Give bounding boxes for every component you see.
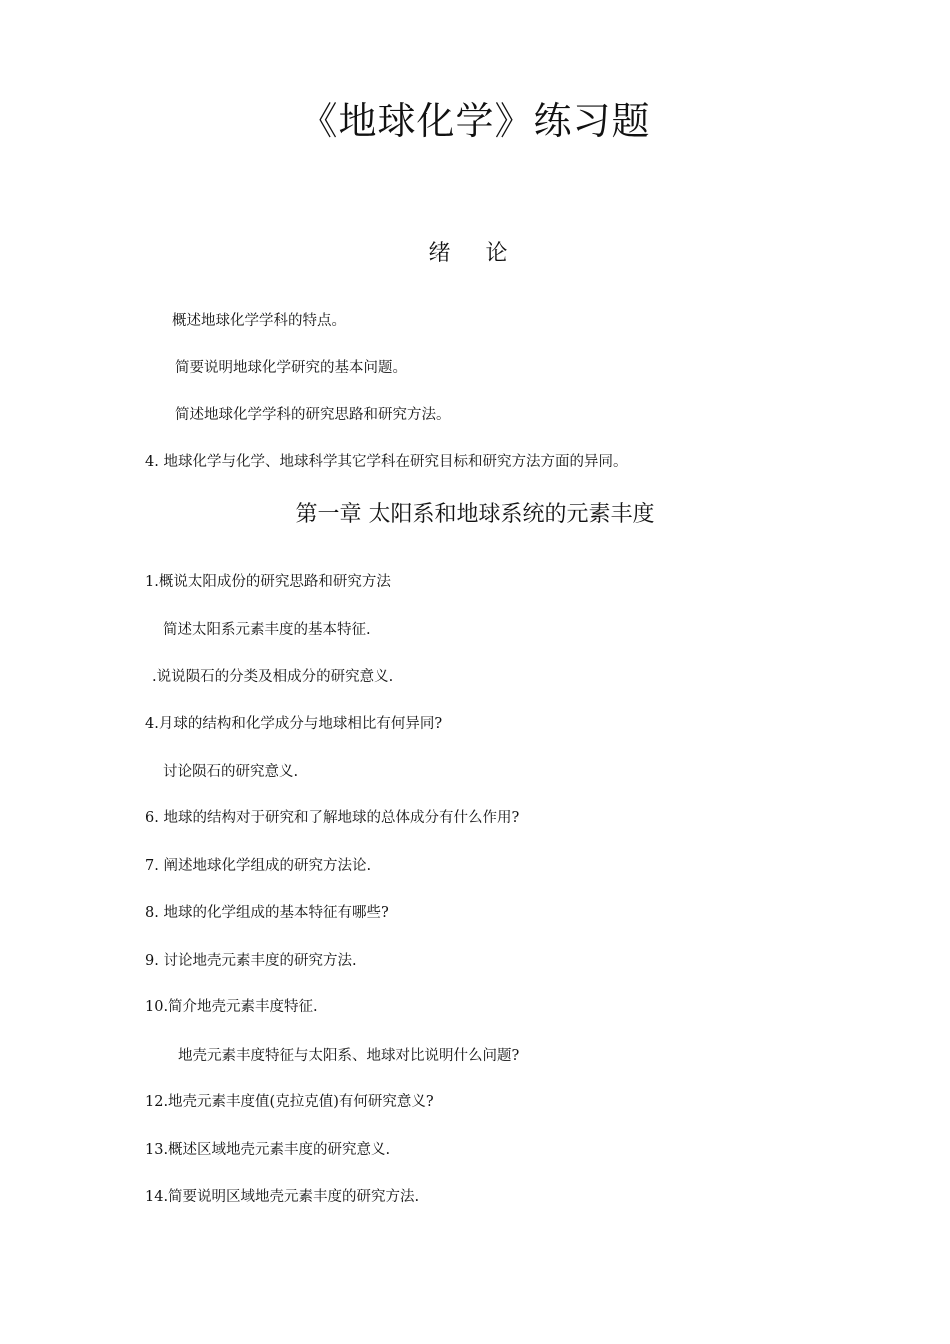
chapter1-question-12: 12.地壳元素丰度值(克拉克值)有何研究意义? (145, 1094, 434, 1110)
chapter1-question-8: 8. 地球的化学组成的基本特征有哪些? (145, 905, 389, 921)
intro-question-1: 概述地球化学学科的特点。 (172, 313, 346, 329)
chapter1-question-13: 13.概述区域地壳元素丰度的研究意义. (145, 1142, 391, 1158)
chapter1-question-10: 10.简介地壳元素丰度特征. (145, 999, 318, 1015)
chapter1-question-9: 9. 讨论地壳元素丰度的研究方法. (145, 953, 357, 969)
chapter1-question-3: .说说陨石的分类及相成分的研究意义. (152, 669, 394, 685)
intro-heading-text: 绪 论 (428, 241, 522, 266)
intro-heading (0, 239, 950, 269)
chapter1-question-7: 7. 阐述地球化学组成的研究方法论. (145, 858, 372, 874)
chapter1-question-5: 讨论陨石的研究意义. (163, 764, 299, 780)
intro-question-2: 简要说明地球化学研究的基本问题。 (175, 360, 407, 376)
chapter1-question-6: 6. 地球的结构对于研究和了解地球的总体成分有什么作用? (145, 810, 520, 826)
intro-question-4: 4. 地球化学与化学、地球科学其它学科在研究目标和研究方法方面的异同。 (145, 454, 628, 470)
chapter1-heading: 第一章 太阳系和地球系统的元素丰度 (295, 502, 655, 527)
document-title: 《地球化学》练习题 (299, 99, 651, 143)
chapter1-question-14: 14.简要说明区域地壳元素丰度的研究方法. (145, 1189, 420, 1205)
chapter1-question-4: 4.月球的结构和化学成分与地球相比有何异同? (145, 716, 443, 732)
intro-question-3: 简述地球化学学科的研究思路和研究方法。 (175, 407, 451, 423)
chapter1-question-1: 1.概说太阳成份的研究思路和研究方法 (145, 574, 391, 590)
chapter1-question-11: 地壳元素丰度特征与太阳系、地球对比说明什么问题? (178, 1048, 520, 1064)
chapter1-question-2: 简述太阳系元素丰度的基本特征. (163, 622, 371, 638)
